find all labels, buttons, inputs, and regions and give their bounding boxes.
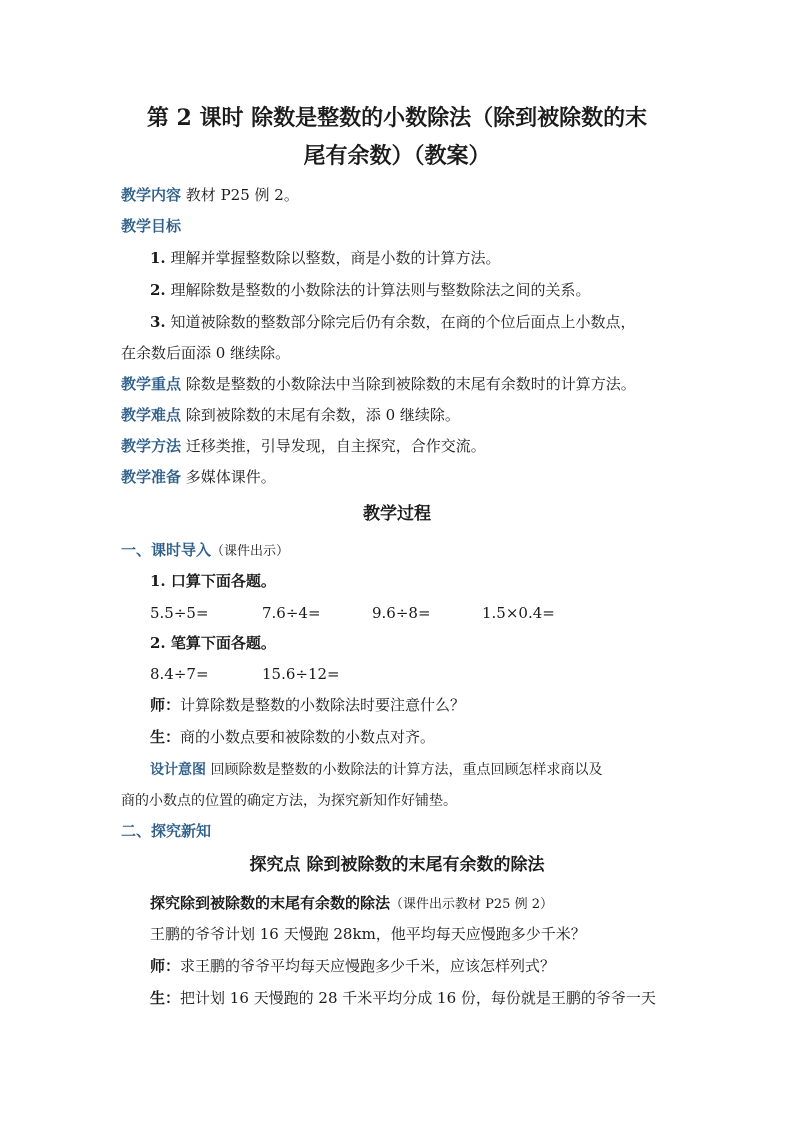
- goal-2-num: 2.: [150, 281, 166, 299]
- doc-title-line2: 尾有余数）（教案）: [303, 143, 491, 169]
- teacher-label: 师：: [150, 696, 181, 714]
- section-1-title: 一、课时导入: [121, 541, 212, 559]
- teacher-label-2: 师：: [150, 957, 181, 975]
- design-text-1: 回顾除数是整数的小数除法的计算方法，重点回顾怎样求商以及: [210, 762, 603, 778]
- explore-note: （课件出示教材 P25 例 2）: [390, 897, 553, 912]
- written-item-1: 8.4÷7=: [150, 665, 209, 683]
- design-text-2: 商的小数点的位置的确定方法，为探究新知作好铺垫。: [121, 793, 457, 809]
- difficult-row: [121, 405, 460, 425]
- student-label: 生：: [150, 728, 181, 746]
- student-a1-text: 商的小数点要和被除数的小数点对齐。: [180, 728, 436, 746]
- problem-text: 王鹏的爷爷计划 16 天慢跑 28km，他平均每天应慢跑多少千米？: [150, 925, 586, 943]
- student-label-2: 生：: [150, 989, 181, 1007]
- prep-row: [121, 467, 276, 487]
- content-row: [121, 185, 299, 205]
- key-row: [121, 374, 636, 394]
- oral-item-4: 1.5×0.4=: [482, 604, 555, 622]
- goal-1-num: 1.: [150, 249, 166, 267]
- explore-subtitle-row: [150, 893, 553, 915]
- written-item-2: 15.6÷12=: [262, 665, 340, 683]
- method-label: 教学方法: [121, 437, 182, 455]
- goal-1: [150, 248, 500, 268]
- content-label: 教学内容: [121, 186, 182, 204]
- teacher-q1-text: 计算除数是整数的小数除法时要注意什么？: [180, 696, 466, 714]
- key-label: 教学重点: [121, 375, 182, 393]
- goal-2: [150, 280, 590, 300]
- content-text: 教材 P25 例 2。: [185, 186, 299, 204]
- method-text: 迁移类推，引导发现，自主探究，合作交流。: [185, 437, 486, 455]
- difficult-label: 教学难点: [121, 406, 182, 424]
- explore-title: 探究点 除到被除数的末尾有余数的除法: [249, 855, 545, 875]
- student-answer-2: [150, 988, 656, 1008]
- goals-label-text: 教学目标: [121, 217, 182, 235]
- goals-label: [121, 216, 181, 236]
- prep-text: 多媒体课件。: [185, 468, 276, 486]
- oral-title: 1. 口算下面各题。: [150, 572, 276, 590]
- teacher-question-1: [150, 695, 465, 715]
- design-label: 设计意图: [150, 762, 206, 778]
- oral-item-1: 5.5÷5=: [150, 604, 209, 622]
- teacher-question-2: [150, 956, 555, 976]
- goal-3-num: 3.: [150, 313, 166, 331]
- written-title: 2. 笔算下面各题。: [150, 634, 276, 652]
- student-answer-1: [150, 727, 435, 747]
- goal-3: [150, 312, 635, 332]
- section-2-heading: [121, 821, 211, 841]
- explore-subtitle: 探究除到被除数的末尾有余数的除法: [150, 894, 391, 912]
- prep-label: 教学准备: [121, 468, 182, 486]
- difficult-text: 除到被除数的末尾有余数，添 0 继续除。: [185, 406, 460, 424]
- goal-1-text: 理解并掌握整数除以整数，商是小数的计算方法。: [170, 249, 501, 267]
- goal-3-continued: 在余数后面添 0 继续除。: [121, 344, 291, 362]
- process-title: 教学过程: [363, 504, 431, 524]
- design-intent-row: [150, 760, 602, 780]
- doc-title-line1: 第 2 课时 除数是整数的小数除法（除到被除数的末: [146, 105, 648, 131]
- goal-2-text: 理解除数是整数的小数除法的计算法则与整数除法之间的关系。: [170, 281, 591, 299]
- section-2-title: 二、探究新知: [121, 822, 212, 840]
- goal-3-text: 知道被除数的整数部分除完后仍有余数，在商的个位后面点上小数点，: [170, 313, 636, 331]
- section-1-note: （课件出示）: [211, 544, 290, 559]
- key-text: 除数是整数的小数除法中当除到被除数的末尾有余数时的计算方法。: [185, 375, 636, 393]
- section-1-heading: [121, 540, 289, 562]
- teacher-q2-text: 求王鹏的爷爷平均每天应慢跑多少千米，应该怎样列式？: [180, 957, 556, 975]
- method-row: [121, 436, 486, 456]
- student-a2-text: 把计划 16 天慢跑的 28 千米平均分成 16 份，每份就是王鹏的爷爷一天: [180, 989, 656, 1007]
- oral-item-2: 7.6÷4=: [262, 604, 321, 622]
- oral-item-3: 9.6÷8=: [372, 604, 431, 622]
